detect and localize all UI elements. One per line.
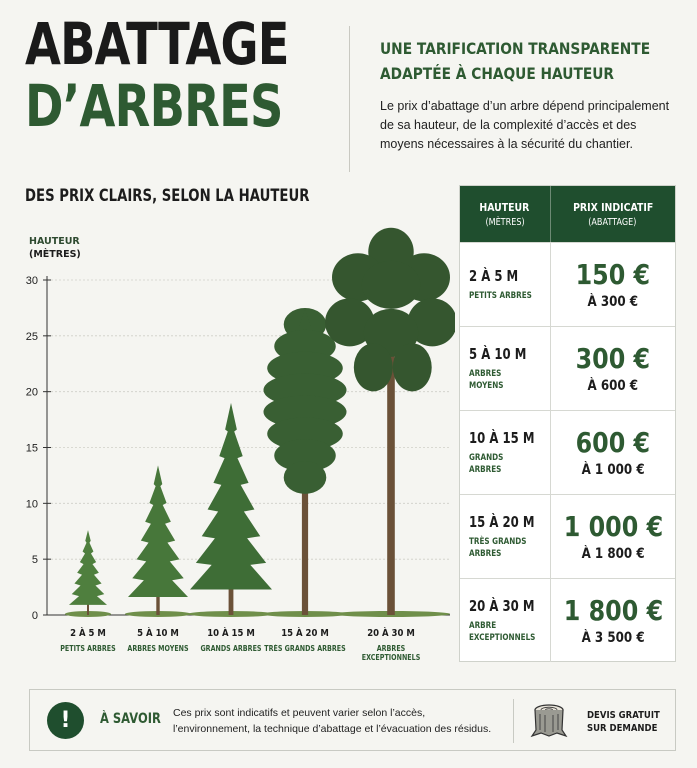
intro-text: Le prix d’abattage d’un arbre dépend principalement de sa hauteur, de la complexité d’accès et des moyens nécessaires à la sécurité du chantier. — [380, 99, 670, 151]
subtitle: DES PRIX CLAIRS, SELON LA HAUTEUR — [25, 186, 310, 206]
row-price-min: 600 € — [575, 426, 651, 459]
info-text: Ces prix sont indicatifs et peuvent varier selon l’accès, l’environnement, la technique d’abattage et l’évacuation des résidus. — [173, 707, 492, 735]
x-category-range: 20 À 30 M — [367, 628, 415, 639]
row-range: 10 À 15 M — [469, 429, 535, 447]
row-name: ARBRES MOYENS — [469, 369, 504, 391]
x-category-name: TRÈS GRANDS ARBRES — [264, 644, 346, 653]
table-row — [460, 410, 675, 494]
row-range: 5 À 10 M — [469, 345, 527, 363]
row-price-max: À 300 € — [587, 294, 639, 310]
header-price — [551, 186, 675, 242]
free-quote-line1: DEVIS GRATUIT — [587, 710, 660, 721]
row-range: 2 À 5 M — [469, 267, 519, 285]
header-height-unit: (MÈTRES) — [485, 216, 525, 228]
row-price-max: À 1 800 € — [581, 546, 645, 562]
y-tick-label: 15 — [25, 442, 38, 455]
info-label: À SAVOIR — [100, 711, 161, 727]
table-row — [460, 242, 675, 326]
tree-crown — [354, 343, 393, 391]
header-height — [460, 186, 551, 242]
y-tick-label: 5 — [31, 554, 38, 567]
row-price-min: 300 € — [575, 342, 651, 375]
x-category-range: 5 À 10 M — [137, 628, 179, 639]
row-price-max: À 3 500 € — [581, 630, 645, 646]
price-table — [459, 185, 676, 662]
x-category-name: PETITS ARBRES — [60, 644, 116, 653]
y-tick-label: 10 — [25, 498, 38, 511]
y-axis-label-line2: (MÈTRES) — [29, 249, 81, 260]
row-price-max: À 1 000 € — [581, 462, 645, 478]
x-category-name: GRANDS ARBRES — [200, 644, 262, 653]
row-name: PETITS ARBRES — [469, 291, 532, 301]
free-quote-cta — [587, 709, 660, 735]
tree-crown — [190, 403, 272, 590]
x-category-name: ARBRES EXCEPTIONNELS — [361, 644, 421, 662]
tree-crown — [69, 530, 107, 605]
table-row — [460, 494, 675, 578]
tree-stump-icon — [527, 703, 571, 739]
y-tick-label: 20 — [25, 386, 38, 399]
row-name: ARBRE EXCEPTIONNELS — [469, 621, 536, 643]
table-row — [460, 326, 675, 410]
header-price-title: PRIX INDICATIF — [572, 200, 653, 214]
y-tick-label: 25 — [25, 330, 38, 343]
tree-crown — [362, 261, 420, 309]
x-category-range: 10 À 15 M — [207, 628, 255, 639]
exclamation-icon: ! — [47, 702, 84, 739]
x-category-range: 15 À 20 M — [281, 628, 329, 639]
x-category-name: ARBRES MOYENS — [127, 644, 189, 653]
row-range: 15 À 20 M — [469, 513, 535, 531]
main-title-line2: D’ARBRES — [25, 72, 283, 140]
row-price-min: 150 € — [575, 258, 651, 291]
header-height-title: HAUTEUR — [479, 200, 530, 214]
row-range: 20 À 30 M — [469, 597, 535, 615]
row-price-min: 1 800 € — [563, 594, 663, 627]
section-heading-line2: ADAPTÉE À CHAQUE HAUTEUR — [380, 64, 615, 83]
row-price-min: 1 000 € — [563, 510, 663, 543]
y-tick-label: 30 — [25, 275, 38, 287]
tree-crown — [393, 343, 432, 391]
price-table-header — [460, 186, 675, 242]
row-name: TRÈS GRANDS ARBRES — [469, 537, 527, 559]
info-divider — [513, 699, 514, 743]
free-quote-line2: SUR DEMANDE — [587, 723, 658, 734]
x-category — [341, 628, 441, 662]
section-heading-line1: UNE TARIFICATION TRANSPARENTE — [380, 39, 651, 58]
x-category — [255, 628, 355, 653]
row-price-max: À 600 € — [587, 378, 639, 394]
tree-crown — [128, 465, 188, 597]
x-category-range: 2 À 5 M — [70, 628, 106, 639]
main-title-line1: ABATTAGE — [25, 10, 289, 78]
info-box — [29, 689, 676, 751]
y-axis-label-line1: HAUTEUR — [29, 236, 80, 247]
header-price-unit: (ABATTAGE) — [588, 216, 637, 228]
y-tick-label: 0 — [31, 610, 38, 622]
table-row — [460, 578, 675, 662]
tree-crown — [284, 461, 327, 494]
row-name: GRANDS ARBRES — [469, 453, 504, 475]
